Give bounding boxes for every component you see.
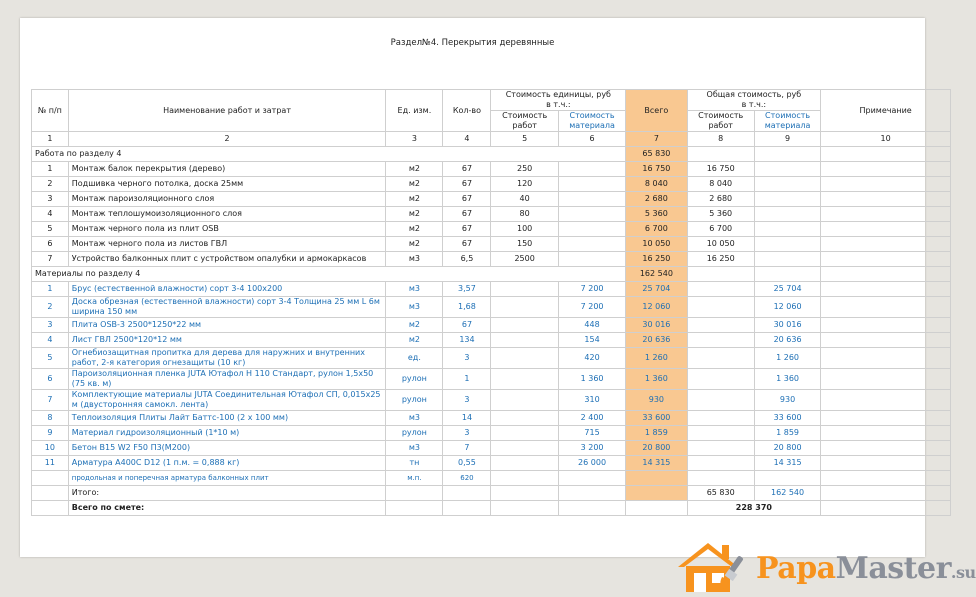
row-num: 11 (32, 456, 69, 471)
itogo-material: 162 540 (754, 486, 820, 501)
row-total: 25 704 (626, 282, 687, 297)
row-work-cost (491, 390, 558, 411)
row-num: 4 (32, 207, 69, 222)
table-row (32, 348, 951, 369)
row-qty: 14 (443, 411, 491, 426)
empty-cell (32, 501, 69, 516)
row-num: 3 (32, 318, 69, 333)
row-unit: м2 (386, 162, 443, 177)
grand-total-label: Всего по смете: (68, 501, 386, 516)
row-work-cost (491, 369, 558, 390)
table-row (32, 297, 951, 318)
row-total-material: 30 016 (754, 318, 820, 333)
row-material-cost: 26 000 (558, 456, 625, 471)
table-row (32, 456, 951, 471)
row-work-cost: 100 (491, 222, 558, 237)
row-material-cost: 3 200 (558, 441, 625, 456)
itogo-label: Итого: (68, 486, 386, 501)
page-title: Раздел№4. Перекрытия деревянные (390, 38, 555, 48)
row-total-work (687, 426, 754, 441)
row-unit: м3 (386, 441, 443, 456)
row-total-work (687, 441, 754, 456)
row-qty: 7 (443, 441, 491, 456)
table-row-extra (32, 471, 951, 486)
row-name: Комплектующие материалы JUTA Соединительная Ютафол СП, 0,015х25 м (двусторонняя самокл. лента) (68, 390, 386, 411)
header-total: Всего (626, 90, 687, 132)
section-label: Материалы по разделу 4 (32, 267, 626, 282)
row-total: 30 016 (626, 318, 687, 333)
row-unit: м3 (386, 282, 443, 297)
row-work-cost (491, 318, 558, 333)
header-unit-cost-label: Стоимость единицы, руб (505, 90, 611, 99)
row-notes (821, 441, 951, 456)
row-total-material (754, 252, 820, 267)
row-material-cost: 1 360 (558, 369, 625, 390)
empty-cell (626, 486, 687, 501)
row-unit: м2 (386, 177, 443, 192)
row-name: Монтаж пароизоляционного слоя (68, 192, 386, 207)
row-total-work (687, 369, 754, 390)
row-num: 5 (32, 222, 69, 237)
empty-cell (558, 471, 625, 486)
row-total: 2 680 (626, 192, 687, 207)
row-total-material (754, 162, 820, 177)
row-total-work: 10 050 (687, 237, 754, 252)
row-notes (821, 426, 951, 441)
row-total: 20 636 (626, 333, 687, 348)
table-row (32, 390, 951, 411)
empty-cell (687, 147, 754, 162)
row-material-cost: 448 (558, 318, 625, 333)
empty-cell (386, 486, 443, 501)
row-name: Лист ГВЛ 2500*120*12 мм (68, 333, 386, 348)
table-row (32, 333, 951, 348)
row-unit: м2 (386, 192, 443, 207)
section-label: Работа по разделу 4 (32, 147, 626, 162)
row-notes (821, 222, 951, 237)
header-cost-work-total: Стоимость работ (687, 111, 754, 132)
row-material-cost: 2 400 (558, 411, 625, 426)
row-total-material: 20 636 (754, 333, 820, 348)
column-number: 10 (821, 132, 951, 147)
header-num: № п/п (32, 90, 69, 132)
table-row (32, 441, 951, 456)
logo-text (756, 551, 976, 586)
row-total-work (687, 282, 754, 297)
row-num (32, 471, 69, 486)
row-notes (821, 207, 951, 222)
row-work-cost (491, 282, 558, 297)
logo-part-su: .su (950, 563, 976, 582)
row-work-cost: 150 (491, 237, 558, 252)
row-notes (821, 282, 951, 297)
row-notes (821, 177, 951, 192)
header-row-1 (32, 90, 951, 111)
row-total: 1 859 (626, 426, 687, 441)
row-total-work (687, 456, 754, 471)
row-total-material: 25 704 (754, 282, 820, 297)
row-qty: 67 (443, 207, 491, 222)
header-qty: Кол-во (443, 90, 491, 132)
row-unit: м2 (386, 318, 443, 333)
column-number: 2 (68, 132, 386, 147)
column-number: 1 (32, 132, 69, 147)
row-material-cost (558, 237, 625, 252)
row-total-material (754, 177, 820, 192)
column-numbers-row (32, 132, 951, 147)
row-total-work: 6 700 (687, 222, 754, 237)
empty-cell (821, 501, 951, 516)
row-material-cost (558, 162, 625, 177)
row-work-cost (491, 333, 558, 348)
empty-cell (821, 486, 951, 501)
empty-cell (443, 501, 491, 516)
row-name: Монтаж черного пола из плит OSB (68, 222, 386, 237)
row-name: Монтаж балок перекрытия (дерево) (68, 162, 386, 177)
row-total-work: 16 250 (687, 252, 754, 267)
table-row (32, 222, 951, 237)
table-row (32, 252, 951, 267)
row-name: Монтаж черного пола из листов ГВЛ (68, 237, 386, 252)
table-row (32, 177, 951, 192)
row-total-material: 1 260 (754, 348, 820, 369)
header-total-cost-incl: в т.ч.: (741, 100, 767, 109)
column-number: 4 (443, 132, 491, 147)
row-work-cost: 80 (491, 207, 558, 222)
row-num: 7 (32, 252, 69, 267)
row-unit: м3 (386, 411, 443, 426)
empty-cell (491, 486, 558, 501)
row-material-cost (558, 177, 625, 192)
row-num: 3 (32, 192, 69, 207)
section-total: 65 830 (626, 147, 687, 162)
row-material-cost: 420 (558, 348, 625, 369)
row-name: Огнебиозащитная пропитка для дерева для наружних и внутренних работ, 2-я категория огнезащиты (10 кг) (68, 348, 386, 369)
row-work-cost (491, 411, 558, 426)
empty-cell (558, 486, 625, 501)
header-notes: Примечание (821, 90, 951, 132)
header-cost-material-total: Стоимость материала (754, 111, 820, 132)
logo-part-master: Master (835, 551, 951, 586)
row-notes (821, 411, 951, 426)
header-total-cost-label: Общая стоимость, руб (706, 90, 802, 99)
row-notes (821, 162, 951, 177)
header-unit: Ед. изм. (386, 90, 443, 132)
row-total-material: 12 060 (754, 297, 820, 318)
house-paintbrush-icon (672, 537, 752, 595)
row-num: 10 (32, 441, 69, 456)
row-name: Плита OSB-3 2500*1250*22 мм (68, 318, 386, 333)
estimate-sheet (20, 18, 976, 586)
row-qty: 67 (443, 192, 491, 207)
header-unit-cost-incl: в т.ч.: (546, 100, 571, 109)
row-qty: 0,55 (443, 456, 491, 471)
empty-cell (626, 501, 687, 516)
row-name: Пароизоляционная пленка JUTA Ютафол Н 110 Стандарт, рулон 1,5х50 (75 кв. м) (68, 369, 386, 390)
row-qty: 134 (443, 333, 491, 348)
row-name: Материал гидроизоляционный (1*10 м) (68, 426, 386, 441)
empty-cell (491, 501, 558, 516)
estimate-table (31, 89, 951, 516)
row-total: 16 250 (626, 252, 687, 267)
row-work-cost (491, 426, 558, 441)
row-total: 5 360 (626, 207, 687, 222)
materials-section-row (32, 267, 951, 282)
table-row (32, 369, 951, 390)
row-material-cost: 715 (558, 426, 625, 441)
row-num: 1 (32, 282, 69, 297)
row-qty: 3 (443, 348, 491, 369)
row-name: Устройство балконных плит с устройством опалубки и армокаркасов (68, 252, 386, 267)
empty-cell (754, 471, 820, 486)
row-total: 20 800 (626, 441, 687, 456)
column-number: 5 (491, 132, 558, 147)
row-total-material: 930 (754, 390, 820, 411)
empty-cell (32, 486, 69, 501)
empty-cell (443, 486, 491, 501)
row-qty: 3 (443, 426, 491, 441)
row-total-work (687, 318, 754, 333)
table-row (32, 282, 951, 297)
itogo-work: 65 830 (687, 486, 754, 501)
row-qty: 67 (443, 237, 491, 252)
row-name: продольная и поперечная арматура балконных плит (68, 471, 386, 486)
row-total-work: 16 750 (687, 162, 754, 177)
row-total: 16 750 (626, 162, 687, 177)
row-qty: 67 (443, 318, 491, 333)
row-work-cost: 120 (491, 177, 558, 192)
table-row (32, 318, 951, 333)
row-total-work (687, 348, 754, 369)
row-total-work: 5 360 (687, 207, 754, 222)
row-unit: м2 (386, 222, 443, 237)
row-unit: ед. (386, 348, 443, 369)
row-work-cost (491, 441, 558, 456)
row-name: Подшивка черного потолка, доска 25мм (68, 177, 386, 192)
header-unit-cost (491, 90, 626, 111)
row-material-cost (558, 222, 625, 237)
empty-cell (687, 471, 754, 486)
row-total: 14 315 (626, 456, 687, 471)
grand-total-value: 228 370 (687, 501, 821, 516)
row-notes (821, 456, 951, 471)
papamaster-logo (672, 537, 976, 597)
section-total: 162 540 (626, 267, 687, 282)
row-name: Арматура А400С D12 (1 п.м. = 0,888 кг) (68, 456, 386, 471)
row-total-work: 2 680 (687, 192, 754, 207)
row-unit: м2 (386, 207, 443, 222)
row-name: Теплоизоляция Плиты Лайт Баттс-100 (2 х 100 мм) (68, 411, 386, 426)
row-num: 9 (32, 426, 69, 441)
column-number: 3 (386, 132, 443, 147)
row-material-cost (558, 207, 625, 222)
row-material-cost: 7 200 (558, 297, 625, 318)
row-unit: рулон (386, 426, 443, 441)
empty-cell (626, 471, 687, 486)
row-total: 8 040 (626, 177, 687, 192)
row-num: 5 (32, 348, 69, 369)
row-num: 2 (32, 177, 69, 192)
empty-cell (754, 267, 820, 282)
row-unit: м.п. (386, 471, 443, 486)
grand-total-row (32, 501, 951, 516)
row-name: Монтаж теплошумоизоляционного слоя (68, 207, 386, 222)
row-material-cost: 154 (558, 333, 625, 348)
row-unit: м2 (386, 333, 443, 348)
row-work-cost: 40 (491, 192, 558, 207)
column-number: 9 (754, 132, 820, 147)
row-num: 7 (32, 390, 69, 411)
row-qty: 3,57 (443, 282, 491, 297)
empty-cell (687, 267, 754, 282)
row-work-cost: 2500 (491, 252, 558, 267)
row-unit: тн (386, 456, 443, 471)
row-qty: 6,5 (443, 252, 491, 267)
row-qty: 1 (443, 369, 491, 390)
row-total-material: 20 800 (754, 441, 820, 456)
row-total-work (687, 411, 754, 426)
column-number: 6 (558, 132, 625, 147)
row-notes (821, 348, 951, 369)
row-total-material: 14 315 (754, 456, 820, 471)
row-work-cost (491, 348, 558, 369)
empty-cell (821, 471, 951, 486)
row-total-material: 1 360 (754, 369, 820, 390)
row-total-material (754, 222, 820, 237)
row-work-cost (491, 456, 558, 471)
works-section-row (32, 147, 951, 162)
row-notes (821, 369, 951, 390)
row-notes (821, 237, 951, 252)
logo-part-papa: Papa (756, 551, 836, 586)
row-name: Бетон B15 W2 F50 П3(М200) (68, 441, 386, 456)
row-num: 4 (32, 333, 69, 348)
row-unit: м3 (386, 252, 443, 267)
row-unit: рулон (386, 390, 443, 411)
row-total-material (754, 192, 820, 207)
row-num: 1 (32, 162, 69, 177)
empty-cell (491, 471, 558, 486)
row-qty: 67 (443, 162, 491, 177)
row-notes (821, 333, 951, 348)
row-work-cost (491, 297, 558, 318)
row-total: 930 (626, 390, 687, 411)
row-notes (821, 192, 951, 207)
table-row (32, 411, 951, 426)
row-qty: 3 (443, 390, 491, 411)
row-material-cost (558, 252, 625, 267)
row-total: 10 050 (626, 237, 687, 252)
header-total-cost (687, 90, 821, 111)
row-notes (821, 390, 951, 411)
table-row (32, 207, 951, 222)
row-total-material (754, 207, 820, 222)
row-notes (821, 252, 951, 267)
table-row (32, 192, 951, 207)
empty-cell (386, 501, 443, 516)
row-total-work (687, 390, 754, 411)
row-num: 8 (32, 411, 69, 426)
row-material-cost (558, 192, 625, 207)
row-total-work (687, 297, 754, 318)
empty-cell (821, 147, 951, 162)
row-qty: 1,68 (443, 297, 491, 318)
table-row (32, 237, 951, 252)
row-name: Брус (естественной влажности) сорт 3-4 100х200 (68, 282, 386, 297)
row-total-material: 1 859 (754, 426, 820, 441)
row-total: 1 360 (626, 369, 687, 390)
row-qty: 620 (443, 471, 491, 486)
row-material-cost: 310 (558, 390, 625, 411)
column-number: 8 (687, 132, 754, 147)
row-total-work (687, 333, 754, 348)
row-total-work: 8 040 (687, 177, 754, 192)
row-unit: м2 (386, 237, 443, 252)
row-num: 6 (32, 369, 69, 390)
row-unit: м3 (386, 297, 443, 318)
row-unit: рулон (386, 369, 443, 390)
row-material-cost: 7 200 (558, 282, 625, 297)
row-total-material: 33 600 (754, 411, 820, 426)
row-qty: 67 (443, 222, 491, 237)
header-cost-work: Стоимость работ (491, 111, 558, 132)
row-notes (821, 318, 951, 333)
itogo-row (32, 486, 951, 501)
row-total: 12 060 (626, 297, 687, 318)
row-notes (821, 297, 951, 318)
row-num: 6 (32, 237, 69, 252)
row-name: Доска обрезная (естественной влажности) сорт 3-4 Толщина 25 мм L 6м ширина 150 мм (68, 297, 386, 318)
row-total-material (754, 237, 820, 252)
header-name: Наименование работ и затрат (68, 90, 386, 132)
table-row (32, 426, 951, 441)
table-row (32, 162, 951, 177)
row-total: 33 600 (626, 411, 687, 426)
empty-cell (754, 147, 820, 162)
empty-cell (558, 501, 625, 516)
row-qty: 67 (443, 177, 491, 192)
row-total: 6 700 (626, 222, 687, 237)
row-num: 2 (32, 297, 69, 318)
header-cost-material: Стоимость материала (558, 111, 625, 132)
row-work-cost: 250 (491, 162, 558, 177)
row-total: 1 260 (626, 348, 687, 369)
column-number: 7 (626, 132, 687, 147)
empty-cell (821, 267, 951, 282)
